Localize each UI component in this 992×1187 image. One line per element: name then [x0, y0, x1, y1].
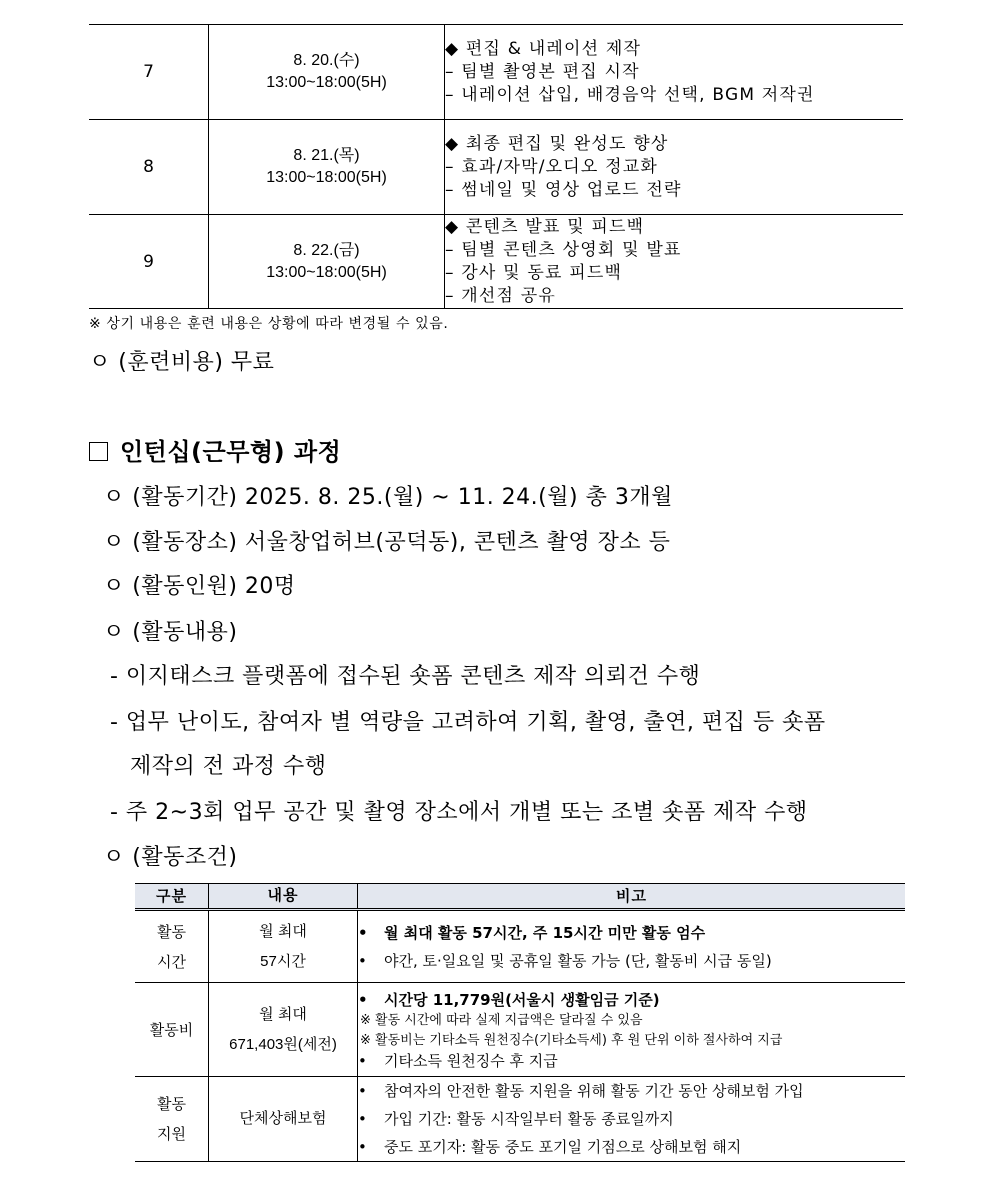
session-number: 9 — [89, 215, 209, 309]
row-label — [135, 1077, 209, 1162]
row-content — [209, 983, 358, 1077]
session-date: 8. 20.(수) — [293, 52, 360, 69]
row-content — [209, 1077, 358, 1162]
row-remarks — [358, 1077, 906, 1162]
header-content: 내용 — [209, 884, 358, 910]
activity-content-item: - 이지태스크 플랫폼에 접수된 숏폼 콘텐츠 제작 의뢰건 수행 — [110, 664, 701, 689]
remark-item: • 중도 포기자: 활동 중도 포기일 기점으로 상해보험 해지 — [358, 1133, 905, 1161]
remark-subnote: ※ 활동 시간에 따라 실제 지급액은 달라질 수 있음 — [360, 1012, 643, 1028]
session-items — [445, 25, 904, 120]
session-time: 13:00~18:00(5H) — [266, 263, 387, 281]
activity-content-item-continued: 제작의 전 과정 수행 — [130, 754, 327, 779]
session-number: 8 — [89, 120, 209, 215]
row-label-line: 시간 — [157, 952, 186, 971]
activity-place: ㅇ (활동장소) 서울창업허브(공덕동), 콘텐츠 촬영 장소 등 — [103, 530, 671, 555]
conditions-header-row — [135, 884, 905, 910]
row-content-line: 671,403원(세전) — [229, 1035, 337, 1053]
session-date: 8. 22.(금) — [293, 241, 360, 259]
session-item: – 내레이션 삽입, 배경음악 선택, BGM 저작권 — [445, 84, 815, 105]
remark-item: • 참여자의 안전한 활동 지원을 위해 활동 기간 동안 상해보험 가입 — [358, 1077, 905, 1105]
remark-subnote: ※ 활동비는 기타소득 원천징수(기타소득세) 후 원 단위 이하 절사하여 지급 — [360, 1032, 783, 1048]
row-content-line: 월 최대 — [259, 1005, 307, 1023]
session-item: ◆ 최종 편집 및 완성도 향상 — [445, 133, 669, 154]
activity-conditions-heading: ㅇ (활동조건) — [103, 845, 238, 870]
session-item: – 팀별 촬영본 편집 시작 — [445, 61, 640, 82]
row-label-line: 지원 — [157, 1125, 186, 1143]
remark-item: • 가입 기간: 활동 시작일부터 활동 종료일까지 — [358, 1105, 905, 1133]
session-date: 8. 21.(목) — [293, 147, 360, 164]
row-label — [135, 983, 209, 1077]
row-label-line: 활동비 — [149, 1020, 194, 1039]
row-content-line: 57시간 — [260, 952, 306, 970]
schedule-note: ※ 상기 내용은 훈련 내용은 상황에 따라 변경될 수 있음. — [89, 316, 449, 332]
session-item: – 효과/자막/오디오 정교화 — [445, 156, 658, 177]
schedule-row — [89, 25, 903, 120]
session-time: 13:00~18:00(5H) — [266, 74, 387, 91]
row-content-line: 단체상해보험 — [239, 1110, 327, 1127]
row-content-line: 월 최대 — [259, 922, 307, 940]
conditions-row — [135, 983, 905, 1077]
schedule-table — [89, 24, 903, 309]
activity-people: ㅇ (활동인원) 20명 — [103, 574, 296, 599]
schedule-row — [89, 215, 903, 309]
schedule-row — [89, 120, 903, 215]
remark-item: • 시간당 11,779원(서울시 생활임금 기준) — [358, 989, 905, 1011]
session-number: 7 — [89, 25, 209, 120]
remark-item: • 기타소득 원천징수 후 지급 — [358, 1051, 905, 1071]
activity-period: ㅇ (활동기간) 2025. 8. 25.(월) ~ 11. 24.(월) 총 3개월 — [103, 485, 673, 510]
row-label-line: 활동 — [157, 922, 186, 941]
session-items — [445, 215, 904, 309]
session-item: ◆ 콘텐츠 발표 및 피드백 — [445, 216, 645, 237]
conditions-table — [135, 883, 905, 1162]
session-items — [445, 120, 904, 215]
row-content — [209, 910, 358, 983]
header-category: 구분 — [135, 884, 209, 910]
row-label — [135, 910, 209, 983]
session-time: 13:00~18:00(5H) — [266, 169, 387, 186]
session-item: – 팀별 콘텐츠 상영회 및 발표 — [445, 239, 682, 260]
section-title-text: 인턴십(근무형) 과정 — [120, 438, 342, 466]
remark-item: • 야간, 토·일요일 및 공휴일 활동 가능 (단, 활동비 시급 동일) — [358, 947, 905, 975]
header-remarks: 비고 — [358, 884, 906, 910]
row-label-line: 활동 — [157, 1095, 186, 1113]
activity-content-heading: ㅇ (활동내용) — [103, 620, 238, 645]
session-item: ◆ 편집 & 내레이션 제작 — [445, 38, 642, 59]
section-title — [89, 432, 341, 467]
conditions-row — [135, 910, 905, 983]
activity-content-item: - 업무 난이도, 참여자 별 역량을 고려하여 기획, 촬영, 출연, 편집 등 숏폼 — [110, 710, 826, 735]
session-datetime — [209, 25, 445, 120]
session-datetime — [209, 215, 445, 309]
conditions-row — [135, 1077, 905, 1162]
row-remarks — [358, 910, 906, 983]
session-item: – 강사 및 동료 피드백 — [445, 262, 623, 283]
fee-line: ㅇ (훈련비용) 무료 — [89, 350, 275, 375]
row-remarks — [358, 983, 906, 1077]
activity-content-item: - 주 2~3회 업무 공간 및 촬영 장소에서 개별 또는 조별 숏폼 제작 수행 — [110, 800, 808, 825]
session-item: – 개선점 공유 — [445, 285, 557, 306]
session-item: – 썸네일 및 영상 업로드 전략 — [445, 179, 682, 200]
checkbox-square-icon — [89, 442, 108, 461]
session-datetime — [209, 120, 445, 215]
remark-item: • 월 최대 활동 57시간, 주 15시간 미만 활동 엄수 — [358, 919, 905, 947]
